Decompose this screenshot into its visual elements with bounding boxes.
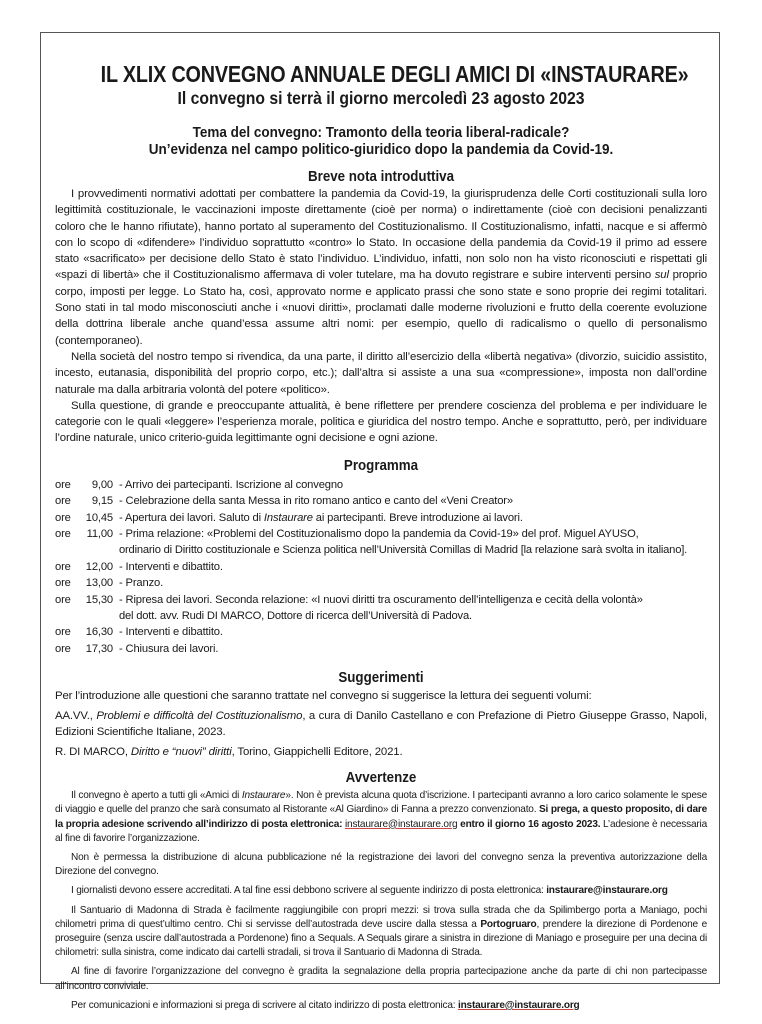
page-title: IL XLIX CONVEGNO ANNUALE DEGLI AMICI DI «INSTAURARE» xyxy=(100,61,689,87)
notice-6 xyxy=(55,999,707,1013)
book-2-title: Diritto e “nuovi” diritti xyxy=(130,746,232,759)
suggestions-heading: Suggerimenti xyxy=(338,670,424,687)
programme-item xyxy=(55,575,707,591)
notice-1-text-b: ». Non è prevista alcuna quota d’iscrizione. I partecipanti avranno a loro carico solamente le spese di viaggio e quelle del pranzo che sarà consumato al Ristorante «Al Giardino» di Fanna a prezzo convenzionato. xyxy=(55,790,707,816)
programme-time: 11,00 xyxy=(86,527,113,540)
programme-description: - Chiusura dei lavori. xyxy=(119,642,219,655)
programme-description: - Celebrazione della santa Messa in rito romano antico e canto del «Veni Creator» xyxy=(119,495,513,508)
programme-time: 12,00 xyxy=(85,560,113,573)
intro-heading: Breve nota introduttiva xyxy=(307,169,455,185)
programme-ore-label: ore xyxy=(55,511,71,524)
programme-time: 16,30 xyxy=(85,626,113,639)
programme-ore-label: ore xyxy=(55,560,71,573)
programme-description-a: - Apertura dei lavori. Saluto di xyxy=(119,511,264,524)
programme-description: - Arrivo dei partecipanti. Iscrizione al convegno xyxy=(119,478,343,491)
book-2 xyxy=(55,744,707,760)
programme-ore-label: ore xyxy=(55,626,71,639)
intro-p1-text-a: I provvedimenti normativi adottati per combattere la pandemia da Covid-19, la giurisprudenza delle Corti costituzionali sulla loro legittimità costituzionale, le vaccinazioni imposte direttamente (cioè per norma) o indirettamente (cioè con decisioni penalizzanti coloro che le hanno rifiutate), hanno portato al superamento del Costituzionalismo. Il Costituzionalismo, infatti, nacque e si affermò con lo scopo di «difendere» l’individuo soprattutto «contro» lo Stato. In occasione della pandemia da Covid-19 il primo ad essere stato «sacrificato» per decisione dello Stato è stato l’individuo. L’individuo, infatti, non solo non ha visto riconosciuti e rispettati gli «spazi di libertà» che il Costituzionalismo affermava di voler tutelare, ma ha dovuto registrare e subire interventi persino xyxy=(55,188,707,282)
programme-list xyxy=(55,477,707,657)
email-link[interactable]: instaurare@instaurare.org xyxy=(546,885,668,897)
notice-4 xyxy=(55,904,707,961)
notice-5: Al fine di favorire l’organizzazione del convegno è gradita la segnalazione della propria partecipazione anche da parte di chi non partecipasse all’incontro conviviale. xyxy=(55,966,707,992)
notice-3 xyxy=(55,884,707,898)
suggestions-intro: Per l’introduzione alle questioni che saranno trattate nel convegno si suggerisce la lettura dei seguenti volumi: xyxy=(55,690,592,703)
programme-ore-label: ore xyxy=(55,478,71,491)
notice-4-text-b: , prendere la direzione di Pordenone e proseguire (senza uscire dall’autostrada a Pordenone) fino a Sequals. A Sequals girare a sinistra in direzione di Maniago e proseguire per una decina di chilometri: sulla sinistra, come indicato dai cartelli stradali, si trova il Santuario di Madonna di Strada. xyxy=(55,918,708,959)
intro-paragraph-3: Sulla questione, di grande e preoccupante attualità, è bene riflettere per prendere coscienza del problema e per individuare le categorie con le quali «leggere» l’esperienza morale, politica e giuridica del nostro tempo. Anche e soprattutto, però, per individuare l’ordine naturale, unico criterio-guida legittimante ogni decisione e ogni azione. xyxy=(55,399,707,445)
programme-item xyxy=(55,641,707,657)
programme-description xyxy=(119,510,707,526)
intro-paragraph-1 xyxy=(55,186,707,349)
programme-item-continuation: ordinario di Diritto costituzionale e Scienza politica nell’Università Comillas di Madrid [la relazione sarà svolta in italiano]. xyxy=(119,544,688,557)
programme-time: 9,00 xyxy=(91,478,113,491)
book-1-details: , a cura di Danilo Castellano e con Prefazione di Pietro Giuseppe Grasso, Napoli, Edizioni Scientifiche Italiane, 2023. xyxy=(55,710,707,739)
programme-time: 9,15 xyxy=(91,495,113,508)
theme-line-1: Tema del convegno: Tramonto della teoria liberal-radicale? xyxy=(192,125,570,141)
programme-ore-label: ore xyxy=(55,577,71,590)
announcement-frame xyxy=(40,32,720,1011)
programme-description: - Prima relazione: «Problemi del Costituzionalismo dopo la pandemia da Covid-19» del prof. Miguel AYUSO, xyxy=(119,527,639,540)
programme-time: 13,00 xyxy=(85,577,113,590)
notice-1-text-a: Il convegno è aperto a tutti gli «Amici di xyxy=(71,790,242,802)
programme-item xyxy=(55,510,707,526)
programme-item xyxy=(55,592,707,608)
notice-1-text-c: L’adesione è necessaria al fine di favorire l’organizzazione. xyxy=(55,818,707,844)
notice-1 xyxy=(55,789,707,846)
notice-4-bold: Portogruaro xyxy=(480,918,537,930)
notice-6-text: Per comunicazioni e informazioni si prega di scrivere al citato indirizzo di posta elettronica: xyxy=(71,999,458,1011)
intro-paragraph-2: Nella società del nostro tempo si rivendica, da una parte, il diritto all’esercizio della «libertà negativa» (divorzio, suicidio assistito, incesto, eutanasia, disponibilità del proprio corpo, etc.); dall’altra si assiste a una sua «compressione», imposta non dall’ordine naturale ma dalla arbitraria volontà del potere «politico». xyxy=(55,350,707,396)
programme-description: - Ripresa dei lavori. Seconda relazione: «I nuovi diritti tra oscuramento dell’intelligenza e cecità della volontà» xyxy=(119,593,643,606)
notices-heading: Avvertenze xyxy=(345,770,417,787)
notice-4-text-a: Il Santuario di Madonna di Strada è facilmente raggiungibile con propri mezzi: si trova sulla strada che da Spilimbergo porta a Maniago, pochi chilometri prima di quest’ultimo centro. Chi si servisse dell’autostrada deve uscire dalla stessa a xyxy=(55,904,707,930)
notice-3-text: I giornalisti devono essere accreditati. A tal fine essi debbono scrivere al seguente indirizzo di posta elettronica: xyxy=(71,885,547,897)
book-2-details: , Torino, Giappichelli Editore, 2021. xyxy=(231,746,403,759)
email-link[interactable]: instaurare@instaurare.org xyxy=(457,999,580,1011)
notice-1-italic: Instaurare xyxy=(241,790,286,802)
notice-1-deadline: entro il giorno 16 agosto 2023. xyxy=(457,818,601,830)
programme-description: - Pranzo. xyxy=(119,577,164,590)
intro-p1-italic: sul xyxy=(654,269,669,282)
programme-item xyxy=(55,624,707,640)
book-2-author: R. DI MARCO, xyxy=(55,746,131,759)
book-1 xyxy=(55,708,707,740)
notice-1-bold: Si prega, a questo proposito, di dare la propria adesione scrivendo all’indirizzo di posta elettronica: xyxy=(55,804,708,830)
programme-item xyxy=(55,526,707,542)
programme-ore-label: ore xyxy=(55,642,71,655)
programme-item-continuation: del dott. avv. Rudi DI MARCO, Dottore di ricerca dell’Università di Padova. xyxy=(119,610,472,622)
notice-2: Non è permessa la distribuzione di alcuna pubblicazione né la registrazione dei lavori del convegno senza la preventiva autorizzazione della Direzione del convegno. xyxy=(55,852,707,878)
programme-time: 10,45 xyxy=(85,511,113,524)
programme-time: 15,30 xyxy=(85,593,113,606)
programme-item xyxy=(55,559,707,575)
programme-description-italic: Instaurare xyxy=(263,511,313,524)
programme-ore-label: ore xyxy=(55,593,71,606)
programme-ore-label: ore xyxy=(55,495,71,508)
programme-time: 17,30 xyxy=(85,642,113,655)
programme-description-b: ai partecipanti. Breve introduzione ai lavori. xyxy=(312,511,523,524)
email-link[interactable]: instaurare@instaurare.org xyxy=(345,818,458,830)
event-date: Il convegno si terrà il giorno mercoledì 23 agosto 2023 xyxy=(177,88,585,108)
programme-item xyxy=(55,493,707,509)
programme-item xyxy=(55,477,707,493)
book-1-title: Problemi e difficoltà del Costituzionalismo xyxy=(96,710,303,723)
book-1-author: AA.VV., xyxy=(55,710,97,723)
announcement-content xyxy=(55,33,707,1018)
programme-description: - Interventi e dibattito. xyxy=(119,560,223,573)
intro-p1-text-b: proprio corpo, imposti per legge. Lo Stato ha, così, approvato norme e applicato prassi che sono state e sono proprie dei regimi totalitari. Sono stati in tal modo misconosciuti anche i «nuovi diritti», proclamati dalle moderne rivoluzioni e frutto della coerente evoluzione della dottrina liberale anche quand’essa assume altri nomi: per esempio, quello di radicalismo o quello di personalismo (contemporaneo). xyxy=(55,269,708,347)
programme-description: - Interventi e dibattito. xyxy=(119,626,223,639)
theme-line-2: Un’evidenza nel campo politico-giuridico dopo la pandemia da Covid-19. xyxy=(148,142,614,158)
programme-ore-label: ore xyxy=(55,527,71,540)
programme-heading: Programma xyxy=(343,457,419,474)
